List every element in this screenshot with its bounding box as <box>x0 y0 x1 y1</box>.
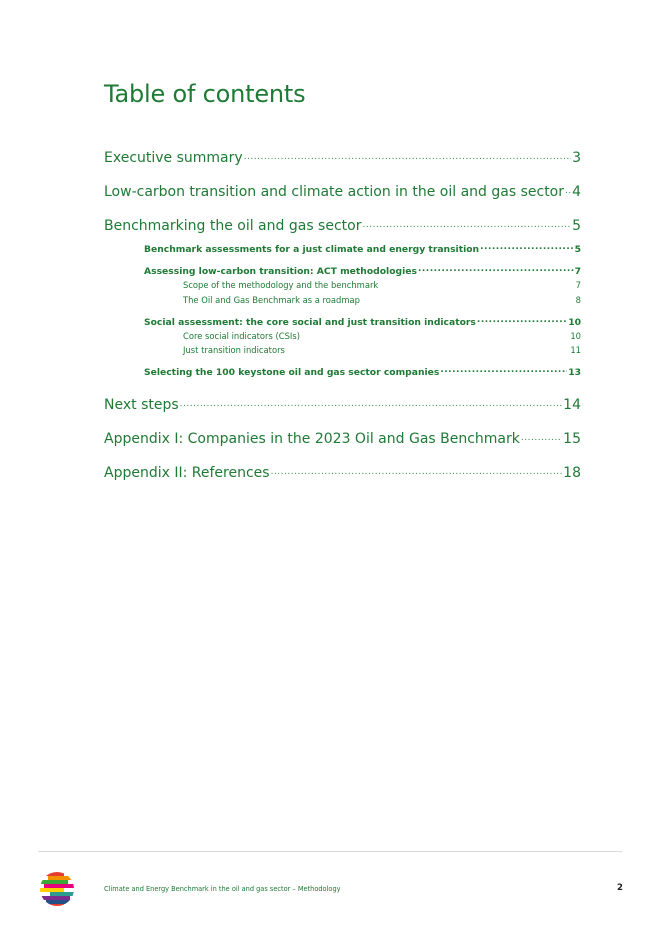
toc-entry-selecting-keystone-companies[interactable] <box>144 366 581 378</box>
toc-page-number: 13 <box>568 367 581 379</box>
toc-page-number: 14 <box>563 397 581 413</box>
toc-dot-leader <box>440 366 567 375</box>
footer-divider <box>38 851 622 852</box>
toc-dot-leader <box>418 265 574 274</box>
toc-entry-core-social-indicators[interactable] <box>183 331 581 341</box>
toc-page-number: 8 <box>575 295 581 306</box>
toc-dot-leader <box>301 331 569 339</box>
toc-dot-leader <box>521 429 562 443</box>
toc-entry-social-assessment[interactable] <box>144 316 581 328</box>
toc-entry-benchmarking-sector[interactable] <box>104 216 581 234</box>
toc-page-number: 4 <box>572 184 581 200</box>
toc-page-number: 10 <box>568 317 581 329</box>
page-title: Table of contents <box>104 80 306 108</box>
toc-dot-leader <box>180 395 563 409</box>
toc-entry-appendix-i[interactable] <box>104 429 581 447</box>
footer-document-title: Climate and Energy Benchmark in the oil and gas sector – Methodology <box>104 885 341 893</box>
toc-entry-benchmark-assessments[interactable] <box>144 243 581 255</box>
toc-entry-scope-of-methodology[interactable] <box>183 280 581 290</box>
toc-entry-just-transition-indicators[interactable] <box>183 345 581 355</box>
toc-dot-leader <box>271 463 563 477</box>
toc-entry-label: Core social indicators (CSIs) <box>183 331 301 342</box>
footer-page-number: 2 <box>617 883 623 893</box>
toc-page-number: 15 <box>563 431 581 447</box>
toc-dot-leader <box>361 295 575 303</box>
toc-entry-appendix-ii[interactable] <box>104 463 581 481</box>
toc-dot-leader <box>362 216 571 230</box>
toc-entry-label: Next steps <box>104 397 179 413</box>
toc-entry-label: Benchmark assessments for a just climate and energy transition <box>144 244 480 256</box>
toc-entry-label: Low-carbon transition and climate action in the oil and gas sector <box>104 184 565 200</box>
toc-page-number: 5 <box>574 244 581 256</box>
toc-entry-label: The Oil and Gas Benchmark as a roadmap <box>183 295 360 306</box>
toc-entry-label: Appendix I: Companies in the 2023 Oil and Gas Benchmark <box>104 431 520 447</box>
wba-striped-globe-logo-icon <box>38 870 76 908</box>
toc-entry-label: Just transition indicators <box>183 345 285 356</box>
toc-entry-label: Assessing low-carbon transition: ACT methodologies <box>144 266 417 278</box>
toc-entry-low-carbon-transition[interactable] <box>104 182 581 200</box>
toc-page-number: 7 <box>575 280 581 291</box>
toc-entry-label: Appendix II: References <box>104 465 270 481</box>
toc-page-number: 3 <box>572 150 581 166</box>
toc-entry-executive-summary[interactable] <box>104 148 581 166</box>
toc-dot-leader <box>286 345 569 353</box>
toc-entry-label: Executive summary <box>104 150 243 166</box>
toc-entry-label: Scope of the methodology and the benchmark <box>183 280 379 291</box>
toc-page-number: 10 <box>570 331 581 342</box>
toc-dot-leader <box>480 243 573 252</box>
toc-page-number: 11 <box>570 345 581 356</box>
toc-entry-next-steps[interactable] <box>104 395 581 413</box>
toc-entry-act-methodologies[interactable] <box>144 265 581 277</box>
toc-entry-label: Social assessment: the core social and just transition indicators <box>144 317 476 329</box>
toc-dot-leader <box>244 148 571 162</box>
toc-entry-benchmark-roadmap[interactable] <box>183 295 581 305</box>
toc-page-number: 7 <box>574 266 581 278</box>
toc-entry-label: Benchmarking the oil and gas sector <box>104 218 362 234</box>
toc-dot-leader <box>565 182 571 196</box>
toc-dot-leader <box>477 316 567 325</box>
toc-entry-label: Selecting the 100 keystone oil and gas sector companies <box>144 367 440 379</box>
toc-page-number: 18 <box>563 465 581 481</box>
toc-dot-leader <box>379 280 574 288</box>
toc-page-number: 5 <box>572 218 581 234</box>
